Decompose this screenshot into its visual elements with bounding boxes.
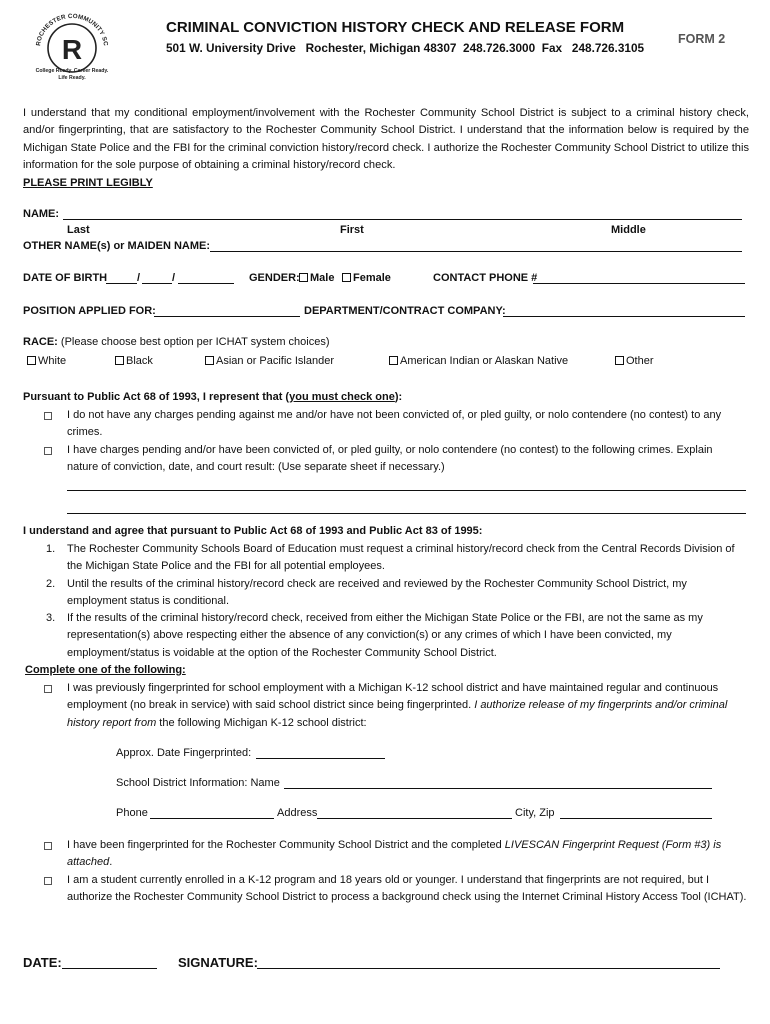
agreement-item-1: The Rochester Community Schools Board of Education must request a criminal history/record check from the Central Records Division of the Michigan State Police and the FBI for all potential employees. [67,543,735,573]
other-names-field[interactable] [210,251,742,252]
act68-heading: Pursuant to Public Act 68 of 1993, I represent that (you must check one): [23,391,403,403]
complete-one-heading: Complete one of the following: [25,664,186,676]
gender-label: GENDER: [249,272,300,284]
school-phone-label: Phone [116,807,148,819]
act68-option2: I have charges pending and/or have been convicted of, or pled guilty, or nolo contendere (no contest) to the following crimes. Explain nature of conviction, date, and court result: (Use separate sheet if necessary.) [67,444,713,474]
race-option-other[interactable]: Other [615,355,654,367]
name-first-caption: First [340,224,364,236]
name-field[interactable] [63,219,742,220]
agreement-item-3-number: 3. [46,612,56,624]
department-field[interactable] [503,316,745,317]
form-number: FORM 2 [678,32,726,46]
student-option: I am a student currently enrolled in a K-12 program and 18 years old or younger. I understand that fingerprints are not required, but I authorize the Rochester Community School District to process a background check using the Internet Criminal History Access Tool (ICHAT). [67,874,747,904]
dob-slash-2: / [172,272,176,284]
white-checkbox[interactable] [27,356,36,365]
agreement-item-1-number: 1. [46,543,56,555]
form-title: CRIMINAL CONVICTION HISTORY CHECK AND RELEASE FORM [166,19,625,36]
contact-phone-label: CONTACT PHONE # [433,272,538,284]
male-checkbox[interactable] [299,273,308,282]
previously-fingerprinted-option: I was previously fingerprinted for school employment with a Michigan K-12 school district and have maintained regular and continuous employment (no break in service) with said school district since being fingerprinted. I authorize release of my fingerprints and/or criminal history report from the following Michigan K-12 school district: [67,682,728,729]
school-address-label: Address [277,807,318,819]
asian-checkbox[interactable] [205,356,214,365]
approx-date-field[interactable] [256,758,385,759]
race-option-asian[interactable]: Asian or Pacific Islander [205,355,334,367]
contact-phone-field[interactable] [533,283,745,284]
race-note: (Please choose best option per ICHAT system choices) [60,336,330,348]
student-checkbox[interactable] [44,877,52,885]
agreement-item-2-number: 2. [46,578,56,590]
act68-option1: I do not have any charges pending against me and/or have not been convicted of, or pled guilty, or nolo contendere (no contest) to any crimes. [67,409,722,439]
position-label: POSITION APPLIED FOR: [23,305,156,317]
agreement-item-2: Until the results of the criminal history/record check are received and reviewed by the Rochester Community School District, my employment status is conditional. [67,578,687,608]
race-option-american-indian[interactable]: American Indian or Alaskan Native [389,355,568,367]
logo-letter: R [61,34,83,65]
school-district-name-label: School District Information: Name [116,777,280,789]
position-field[interactable] [154,316,300,317]
race-option-white[interactable]: White [27,355,66,367]
dob-label: DATE OF BIRTH [23,272,108,284]
previously-fingerprinted-checkbox[interactable] [44,685,52,693]
district-logo [22,10,122,82]
agreement-item-3: If the results of the criminal history/record check, received from either the Michigan State Police or the FBI, are not the same as my representation(s) above respecting either the absence of any conviction(s) or any crimes of which I have been convicted, my employment/status is voidable at the option of the Rochester Community School District. [67,612,703,659]
explanation-line-1[interactable] [67,490,746,491]
school-city-zip-label: City, Zip [515,807,555,819]
date-field[interactable] [62,968,157,969]
logo-arc-text: ROCHESTER COMMUNITY SC [35,12,109,47]
other-checkbox[interactable] [615,356,624,365]
signature-label: SIGNATURE: [178,955,258,970]
race-heading [23,336,330,348]
dob-year-field[interactable] [178,283,234,284]
name-last-caption: Last [67,224,90,236]
race-option-black[interactable]: Black [115,355,153,367]
agreement-heading: I understand and agree that pursuant to Public Act 68 of 1993 and Public Act 83 of 1995: [23,525,483,537]
act68-option1-checkbox[interactable] [44,412,52,420]
intro-paragraph: I understand that my conditional employment/involvement with the Rochester Community School District is subject to a criminal history check, and/or fingerprinting, that are satisfactory to the Rochester Community School District. I understand that the information below is required by the Michigan State Police and the FBI for the criminal conviction history/record check. I authorize the Rochester Community School District to utilize this information for the sole purpose of obtaining a criminal history/record check. [23,107,749,172]
school-address-field[interactable] [317,818,512,819]
explanation-line-2[interactable] [67,513,746,514]
logo-emblem [22,10,122,82]
signature-field[interactable] [257,968,720,969]
rochester-fingerprinted-option: I have been fingerprinted for the Rochester Community School District and the completed LIVESCAN Fingerprint Request (Form #3) is attached. [67,839,722,869]
school-phone-field[interactable] [150,818,274,819]
school-city-zip-field[interactable] [560,818,712,819]
dob-slash-1: / [137,272,141,284]
black-checkbox[interactable] [115,356,124,365]
date-label: DATE: [23,955,62,970]
american-indian-checkbox[interactable] [389,356,398,365]
dob-day-field[interactable] [142,283,172,284]
approx-date-label: Approx. Date Fingerprinted: [116,747,252,759]
gender-male-option[interactable]: Male [299,272,334,284]
department-label: DEPARTMENT/CONTRACT COMPANY: [304,305,506,317]
name-label: NAME: [23,208,60,220]
rochester-fingerprinted-checkbox[interactable] [44,842,52,850]
logo-tagline-1: College Ready. Career Ready. [35,68,109,74]
female-checkbox[interactable] [342,273,351,282]
logo-tagline-2: Life Ready. [58,75,86,81]
gender-female-option[interactable]: Female [342,272,391,284]
district-address: 501 W. University Drive Rochester, Michigan 48307 248.726.3000 Fax 248.726.3105 [166,41,645,55]
dob-month-field[interactable] [106,283,137,284]
name-middle-caption: Middle [611,224,646,236]
race-label: RACE: [23,336,58,348]
other-names-label: OTHER NAME(s) or MAIDEN NAME: [23,240,210,252]
school-district-name-field[interactable] [284,788,712,789]
act68-option2-checkbox[interactable] [44,447,52,455]
print-legibly-note: PLEASE PRINT LEGIBLY [23,177,153,189]
